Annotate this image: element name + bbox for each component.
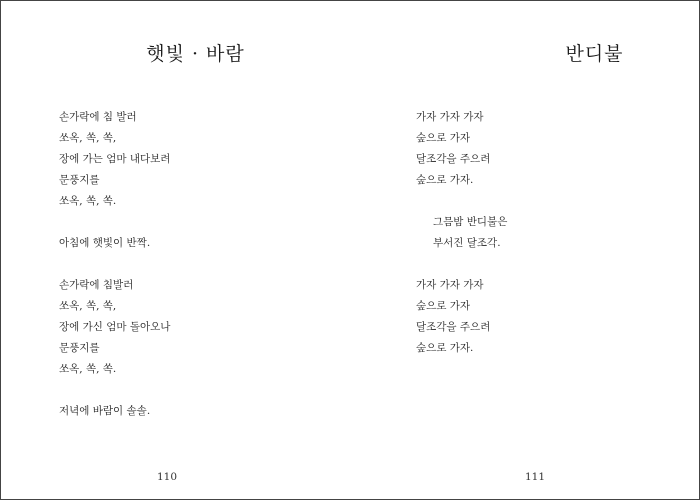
poem-line: 숲으로 가자.: [416, 342, 474, 354]
poem-line: 쏘옥, 쏙, 쏙.: [59, 363, 117, 375]
page-number: 110: [157, 471, 178, 483]
poem-line: 손가락에 침 발러: [59, 111, 137, 123]
poem-line: 달조각을 주으려: [416, 153, 491, 165]
poem-line: 아침에 햇빛이 반짝.: [59, 237, 151, 249]
poem-body: [416, 107, 507, 380]
right-page: [350, 1, 699, 499]
poem-line: 숲으로 가자: [416, 300, 471, 312]
poem-line: 가자 가자 가자: [416, 111, 484, 123]
poem-line: 가자 가자 가자: [416, 279, 484, 291]
poem-line: 부서진 달조각.: [433, 237, 501, 249]
poem-line: 그믐밤 반디불은: [433, 216, 508, 228]
poem-line: 숲으로 가자: [416, 132, 471, 144]
poem-line: 장에 가는 엄마 내다보려: [59, 153, 171, 165]
poem-line: 문풍지를: [59, 342, 100, 354]
poem-title: 햇빛 · 바람: [146, 43, 245, 65]
stanza: [416, 107, 507, 191]
poem-line: 저녁에 바람이 솔솔.: [59, 405, 151, 417]
poem-title: 반디불: [565, 43, 624, 65]
stanza: [59, 275, 170, 380]
poem-line: 쏘옥, 쏙, 쏙,: [59, 300, 117, 312]
poem-body: [59, 107, 170, 443]
poem-line: 달조각을 주으려: [416, 321, 491, 333]
poem-line: 손가락에 침발러: [59, 279, 134, 291]
stanza: [59, 233, 170, 254]
stanza: [59, 107, 170, 212]
left-page: [1, 1, 350, 499]
poem-line: 쏘옥, 쏙, 쏙,: [59, 132, 117, 144]
stanza: [59, 401, 170, 422]
poem-line: 장에 가신 엄마 돌아오나: [59, 321, 171, 333]
stanza: [416, 275, 507, 359]
page-number: 111: [525, 471, 546, 483]
poem-line: 숲으로 가자.: [416, 174, 474, 186]
poem-line: 문풍지를: [59, 174, 100, 186]
poem-line: 쏘옥, 쏙, 쏙.: [59, 195, 117, 207]
stanza-indented: [416, 212, 507, 254]
